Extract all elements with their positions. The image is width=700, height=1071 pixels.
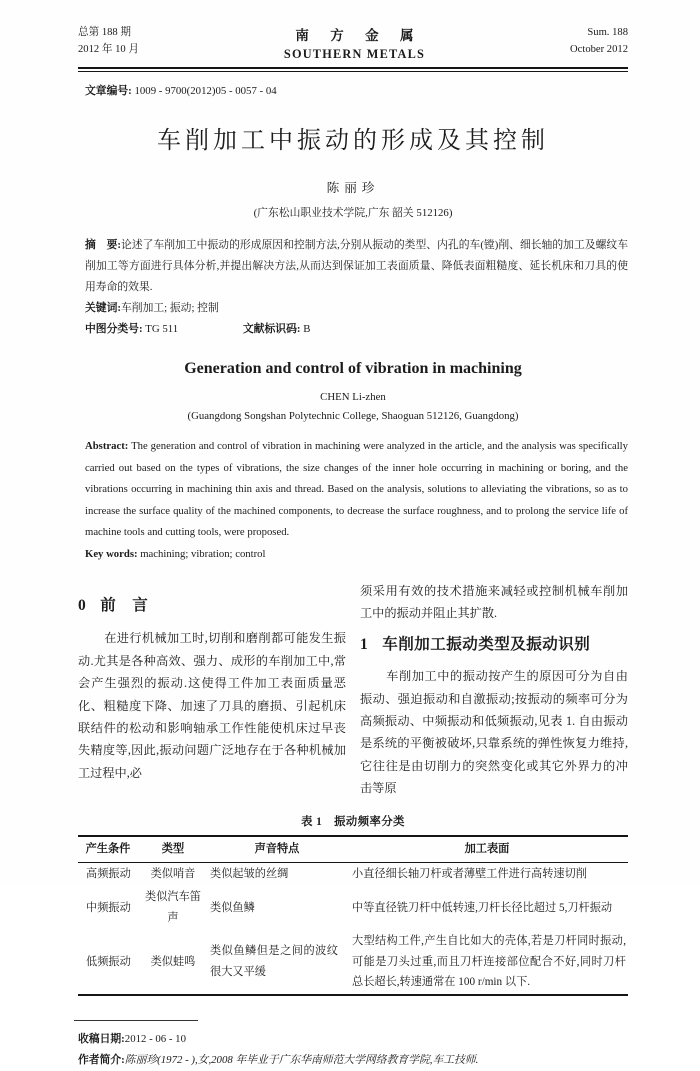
article-id-value: 1009 - 9700(2012)05 - 0057 - 04 <box>134 85 277 97</box>
section-1-title: 车削加工振动类型及振动识别 <box>382 635 591 653</box>
doc-code-pair <box>243 319 311 340</box>
clc-label: 中图分类号: <box>85 323 143 335</box>
section-0-title: 前 言 <box>100 597 149 614</box>
affiliation-chinese: (广东松山职业技术学院,广东 韶关 512126) <box>253 207 453 219</box>
classification-line <box>85 319 628 340</box>
table-header-row <box>78 836 628 863</box>
author-english: CHEN Li-zhen <box>320 391 386 403</box>
cell-sound: 类似起皱的丝绸 <box>210 868 289 881</box>
cell-sound: 类似鱼鳞 <box>210 901 255 914</box>
received-date-label: 收稿日期: <box>78 1033 125 1046</box>
cell-condition: 中频振动 <box>86 901 131 914</box>
issue-info-right <box>570 24 628 58</box>
section-1-heading <box>360 634 628 656</box>
issue-number: 总第 188 期 <box>78 27 131 38</box>
section-0-paragraph: 在进行机械加工时,切削和磨削都可能发生振动.尤其是各种高效、强力、成形的车削加工中,常会产生强烈的振动.这使得工件加工表面质量恶化、粗糙度下降、加速了刀具的磨损、引起机床联结件的松动和影响轴承工作性能使机床过早丧失精度等,因此,振动问题广泛地存在于各种机械加工过程中,必 <box>78 631 346 780</box>
abstract-label-english: Abstract: <box>85 440 129 452</box>
doc-code-label: 文献标识码: <box>242 323 301 335</box>
sum-number: Sum. 188 <box>587 27 628 38</box>
section-1-number: 1 <box>360 635 369 653</box>
article-title-english: Generation and control of vibration in machining <box>184 360 522 377</box>
footnote-block <box>78 1020 628 1071</box>
continued-paragraph: 须采用有效的技术措施来减轻或控制机械车削加工中的振动并阻止其扩散. <box>360 584 628 621</box>
issue-date-en: October 2012 <box>570 44 628 55</box>
keywords-label-chinese: 关键词: <box>85 302 121 314</box>
clc-pair <box>85 319 178 340</box>
keywords-text-english: machining; vibration; control <box>140 547 266 560</box>
issue-date-cn: 2012 年 10 月 <box>78 44 139 55</box>
article-title-chinese: 车削加工中振动的形成及其控制 <box>157 128 549 154</box>
table-header-sound: 声音特点 <box>208 836 346 863</box>
cell-condition: 高频振动 <box>86 868 131 881</box>
masthead-rule <box>78 67 628 72</box>
table-header-surface: 加工表面 <box>346 836 628 863</box>
issue-info-left <box>78 24 139 58</box>
keywords-label-english: Key words: <box>85 547 138 560</box>
journal-name <box>139 24 570 62</box>
section-0-number: 0 <box>78 597 87 614</box>
affiliation-english: (Guangdong Songshan Polytechnic College, Shaoguan 512126, Guangdong) <box>187 410 519 422</box>
keywords-chinese <box>85 298 628 319</box>
cell-surface: 大型结构工件,产生自比如大的壳体,若是刀杆同时振动,可能是刀头过重,而且刀杆连接部位配合不好,同时刀杆总长超长,转速通常在 100 r/min 以下. <box>352 934 626 989</box>
section-1-paragraph: 车削加工中的振动按产生的原因可分为自由振动、强迫振动和自激振动;按振动的频率可分为高频振动、中频振动和低频振动,见表 1. 自由振动是系统的平衡被破坏,只靠系统的弹性恢复力维持,它往往是由切削力的突然变化或其它外界力的冲击等原 <box>360 669 628 796</box>
abstract-label-chinese: 摘 要: <box>85 239 122 251</box>
table-1-caption: 表 1 振动频率分类 <box>301 815 405 828</box>
cell-surface: 中等直径铣刀杆中低转速,刀杆长径比超过 5,刀杆振动 <box>352 901 613 914</box>
cell-sound: 类似鱼鳞但是之间的波纹很大又平缓 <box>210 945 338 979</box>
section-0-heading <box>78 595 346 617</box>
cell-type: 类似蛙鸣 <box>150 955 196 968</box>
table-row <box>78 886 628 930</box>
journal-masthead <box>78 24 628 62</box>
abstract-block-chinese <box>78 235 628 340</box>
body-columns <box>78 580 628 800</box>
footnote-rule <box>74 1020 198 1021</box>
abstract-english <box>85 436 628 544</box>
table-header-type: 类型 <box>138 836 208 863</box>
author-bio-label: 作者简介: <box>78 1054 125 1067</box>
author-bio-value: 陈丽珍(1972 - ),女,2008 年毕业于广东华南师范大学网络教育学院,车工技师. <box>124 1054 479 1067</box>
body-column-left <box>78 580 346 800</box>
journal-name-english: SOUTHERN METALS <box>283 47 426 61</box>
body-column-right <box>360 580 628 800</box>
table-header-condition: 产生条件 <box>78 836 138 863</box>
table-1 <box>78 835 628 997</box>
cell-type: 类似哨音 <box>150 868 196 881</box>
abstract-chinese <box>85 235 628 298</box>
cell-surface: 小直径细长轴刀杆或者薄壁工件进行高转速切削 <box>352 868 587 881</box>
keywords-text-chinese: 车削加工; 振动; 控制 <box>121 302 219 314</box>
clc-value: TG 511 <box>145 323 179 335</box>
table-row <box>78 863 628 886</box>
abstract-text-english: The generation and control of vibration in machining were analyzed in the article, and the analysis was specifically carried out based on the types of vibrations, the size changes of the inner hole occurring in machining or boring, and the vibrations occurring in machining thin axis and thread. Based on the analysis, solutions to alleviating the vibrations, so as to increase the surface quality of the machined components, to decrease the surface roughness, and to prolong the service life of machine tools and cutting tools, were proposed. <box>85 440 628 538</box>
doc-code-value: B <box>303 323 311 335</box>
author-bio-line <box>78 1050 628 1071</box>
table-1-section <box>78 813 628 997</box>
abstract-text-chinese: 论述了车削加工中振动的形成原因和控制方法,分别从振动的类型、内孔的车(镗)削、细长轴的加工及螺纹车削加工等方面进行具体分析,并提出解决方法,从而达到保证加工表面质量、降低表面粗糙度、延长机床和刀具的使用寿命的效果. <box>85 239 628 293</box>
cell-condition: 低频振动 <box>86 955 131 968</box>
cell-type: 类似汽车笛声 <box>145 891 201 925</box>
received-date-value: 2012 - 06 - 10 <box>124 1033 186 1046</box>
article-id-label: 文章编号: <box>85 85 132 97</box>
table-row <box>78 930 628 995</box>
received-date-line <box>78 1029 628 1050</box>
keywords-english <box>85 544 628 566</box>
abstract-block-english <box>78 436 628 565</box>
journal-name-chinese: 南 方 金 属 <box>295 28 423 43</box>
article-id-line <box>78 83 628 98</box>
author-chinese: 陈丽珍 <box>326 181 380 195</box>
